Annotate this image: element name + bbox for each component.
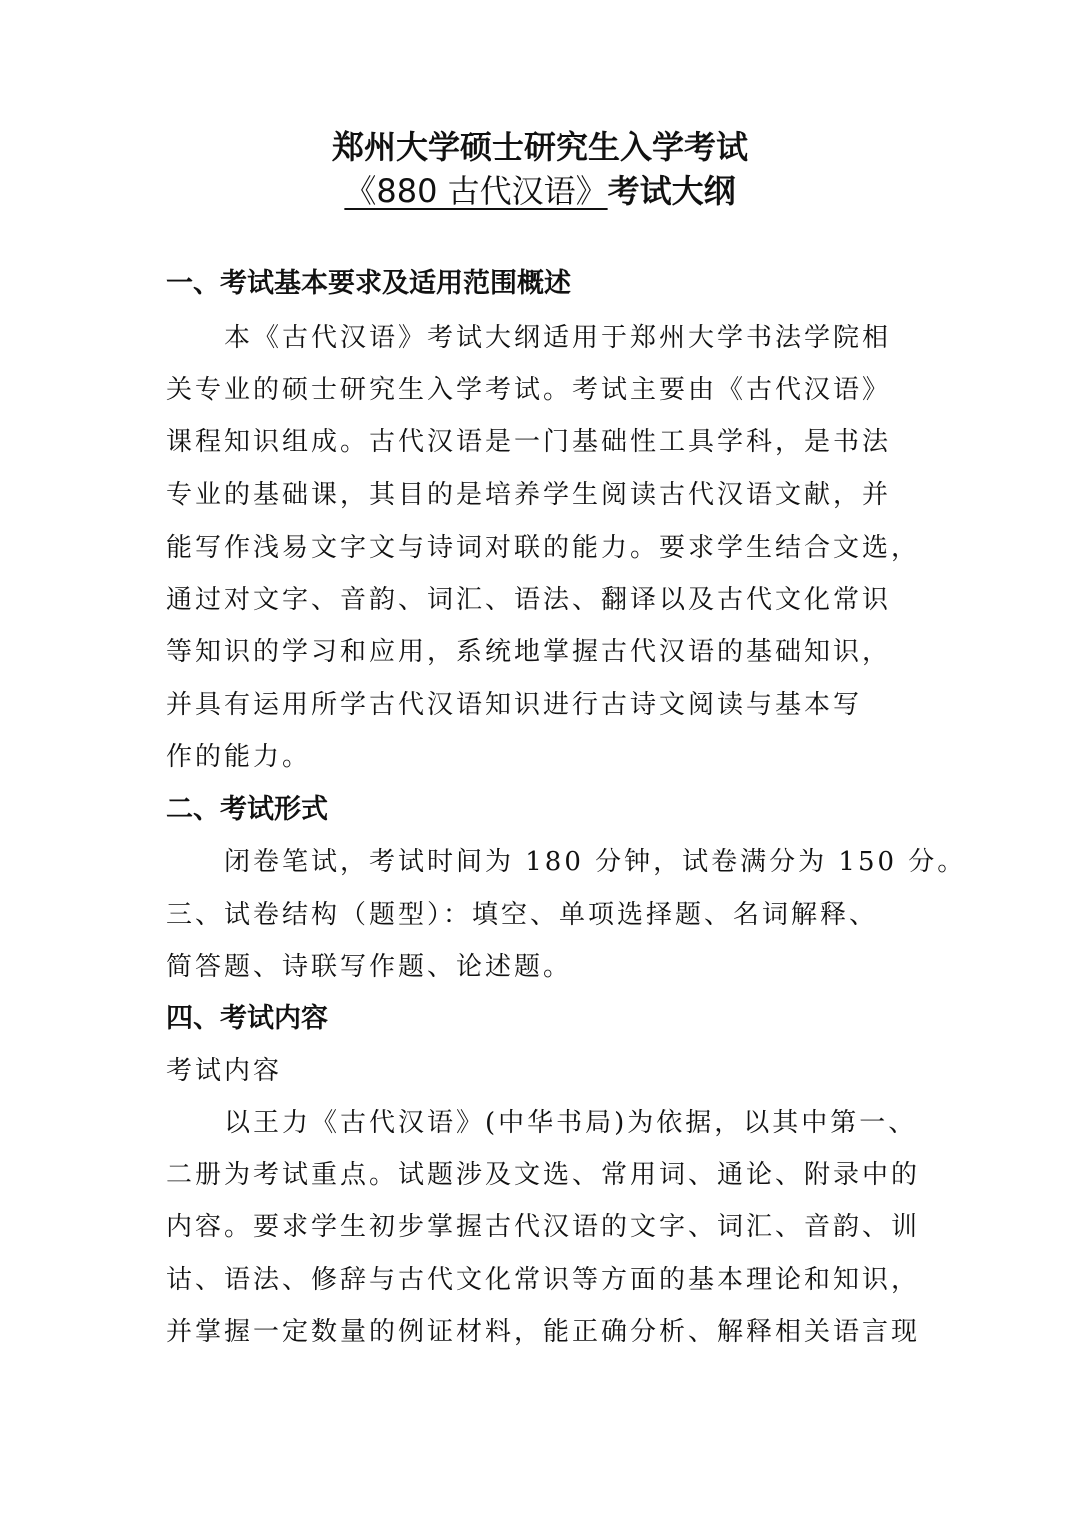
paragraph-line: 闭卷笔试，考试时间为 180 分钟，试卷满分为 150 分。 — [224, 847, 967, 877]
section-4-heading: 四、考试内容 — [166, 1003, 328, 1034]
subtitle-course-name: 《880 古代汉语》 — [344, 172, 608, 210]
paragraph-line: 内容。要求学生初步掌握古代汉语的文字、词汇、音韵、训 — [166, 1212, 921, 1242]
paragraph-line: 二册为考试重点。试题涉及文选、常用词、通论、附录中的 — [166, 1160, 921, 1190]
section-3-line: 三、试卷结构（题型）：填空、单项选择题、名词解释、 — [166, 900, 879, 930]
paragraph-line: 作的能力。 — [166, 742, 312, 772]
paragraph-line: 通过对文字、音韵、词汇、语法、翻译以及古代文化常识 — [166, 585, 892, 615]
paragraph-line: 并具有运用所学古代汉语知识进行古诗文阅读与基本写 — [166, 690, 863, 720]
paragraph-line: 等知识的学习和应用，系统地掌握古代汉语的基础知识， — [166, 637, 892, 667]
paragraph-line: 并掌握一定数量的例证材料，能正确分析、解释相关语言现 — [166, 1317, 921, 1347]
paragraph-line: 诂、语法、修辞与古代文化常识等方面的基本理论和知识， — [166, 1265, 921, 1295]
paragraph-line: 以王力《古代汉语》(中华书局)为依据，以其中第一、 — [224, 1108, 918, 1138]
document-title: 郑州大学硕士研究生入学考试 — [331, 128, 748, 166]
paragraph-line: 关专业的硕士研究生入学考试。考试主要由《古代汉语》 — [166, 375, 892, 405]
section-3-line: 简答题、诗联写作题、论述题。 — [166, 952, 573, 982]
section-2-heading: 二、考试形式 — [166, 794, 328, 825]
paragraph-line: 专业的基础课，其目的是培养学生阅读古代汉语文献，并 — [166, 480, 892, 510]
paragraph-line: 能写作浅易文字文与诗词对联的能力。要求学生结合文选， — [166, 533, 921, 563]
paragraph-line: 课程知识组成。古代汉语是一门基础性工具学科，是书法 — [166, 427, 892, 457]
document-subtitle — [0, 171, 1080, 211]
subtitle-suffix: 考试大纲 — [607, 172, 736, 210]
section-4-subheading: 考试内容 — [166, 1056, 283, 1086]
paragraph-line: 本《古代汉语》考试大纲适用于郑州大学书法学院相 — [224, 323, 892, 353]
section-1-heading: 一、考试基本要求及适用范围概述 — [166, 268, 571, 299]
